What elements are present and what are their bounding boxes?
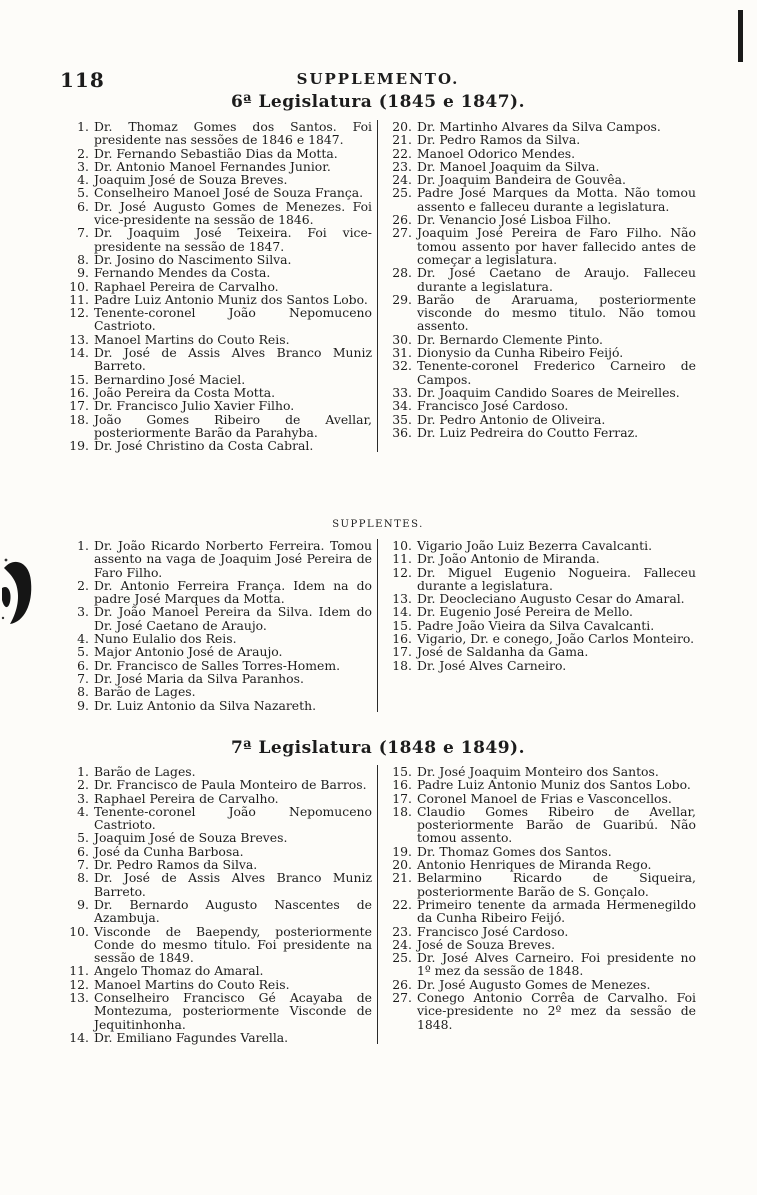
list-item [383, 871, 696, 898]
item-number: 16. [69, 384, 89, 400]
list-item [60, 439, 372, 452]
item-number: 4. [77, 631, 89, 647]
item-number: 2. [77, 577, 89, 593]
list-item [383, 186, 696, 213]
item-text: João Gomes Ribeiro de Avellar, posteriormente Barão da Parahyba. [94, 411, 372, 440]
item-number: 20. [392, 857, 412, 873]
list-item [60, 1031, 372, 1044]
list-item [383, 978, 696, 991]
item-text: João Pereira da Costa Motta. [94, 384, 276, 400]
item-number: 34. [392, 398, 412, 414]
supplentes-right-column [378, 539, 696, 712]
item-text: Angelo Thomaz do Amaral. [94, 963, 264, 979]
item-number: 25. [392, 950, 412, 966]
list-item [383, 659, 696, 672]
list-item [383, 645, 696, 658]
item-text: Joaquim José Pereira de Faro Filho. Não tomou assento por haver fallecido antes de começar a legislatura. [417, 225, 696, 267]
item-text: Barão de Lages. [94, 764, 196, 779]
item-text: Dr. Martinho Alvares da Silva Campos. [417, 119, 661, 134]
item-number: 27. [392, 990, 412, 1006]
item-text: Dr. Francisco Julio Xavier Filho. [94, 398, 295, 414]
list-item [60, 413, 372, 440]
item-text: Claudio Gomes Ribeiro de Avellar, posteriormente Barão de Guaribú. Não tomou assento. [417, 803, 696, 846]
list-item [60, 120, 372, 147]
item-number: 23. [392, 923, 412, 939]
item-number: 15. [392, 764, 412, 779]
item-text: Dr. José Maria da Silva Paranhos. [94, 670, 304, 686]
item-text: Dr. José Christino da Costa Cabral. [94, 438, 314, 454]
item-number: 15. [392, 617, 412, 633]
item-number: 6. [77, 657, 89, 673]
item-number: 4. [77, 803, 89, 819]
item-text: Raphael Pereira de Carvalho. [94, 790, 279, 806]
item-number: 13. [69, 990, 89, 1006]
item-number: 16. [392, 777, 412, 793]
item-number: 1. [77, 538, 89, 553]
item-number: 16. [392, 631, 412, 647]
list-item [60, 200, 372, 227]
item-number: 13. [69, 331, 89, 347]
item-number: 5. [77, 185, 89, 201]
list-item [383, 539, 696, 552]
item-text: Conselheiro Manoel José de Souza França. [94, 185, 364, 201]
item-number: 2. [77, 777, 89, 793]
scan-artifact-icon [0, 548, 34, 632]
item-text: Dr. Luiz Pedreira do Coutto Ferraz. [417, 424, 639, 440]
item-text: Primeiro tenente da armada Hermenegildo da Cunha Ribeiro Feijó. [417, 896, 696, 926]
item-text: Tenente-coronel Frederico Carneiro de Campos. [417, 358, 696, 387]
item-number: 3. [77, 604, 89, 620]
item-number: 7. [77, 670, 89, 686]
list-item [60, 306, 372, 333]
item-number: 22. [392, 145, 412, 161]
list-item [383, 765, 696, 778]
list-item [60, 831, 372, 844]
supplentes-left-column [60, 539, 378, 712]
section-7-right-column [378, 765, 696, 1044]
item-number: 24. [392, 172, 412, 188]
item-number: 10. [69, 278, 89, 294]
item-text: Joaquim José de Souza Breves. [94, 830, 288, 846]
list-item [383, 293, 696, 333]
list-item [60, 173, 372, 186]
list-item [383, 399, 696, 412]
item-text: Dr. Joaquim Bandeira de Gouvêa. [417, 172, 626, 188]
list-item [383, 133, 696, 146]
item-number: 32. [392, 358, 412, 374]
item-text: Barão de Araruama, posteriormente visconde do mesmo titulo. Não tomou assento. [417, 291, 696, 334]
item-text: Dr. Emiliano Fagundes Varella. [94, 1029, 289, 1045]
list-item [60, 293, 372, 306]
list-item [60, 858, 372, 871]
item-number: 33. [392, 384, 412, 400]
item-text: Joaquim José de Souza Breves. [94, 172, 288, 188]
list-item [60, 399, 372, 412]
section-6-supplentes [60, 539, 696, 712]
item-number: 26. [392, 976, 412, 992]
list-item [383, 160, 696, 173]
item-text: Dr. Venancio José Lisboa Filho. [417, 212, 612, 228]
list-item [383, 991, 696, 1031]
list-item [60, 632, 372, 645]
item-text: Dr. Bernardo Clemente Pinto. [417, 331, 603, 347]
list-item [383, 592, 696, 605]
item-number: 24. [392, 936, 412, 952]
item-text: Dr. João Antonio de Miranda. [417, 551, 600, 567]
item-number: 6. [77, 843, 89, 859]
list-item [383, 605, 696, 618]
item-text: José de Souza Breves. [417, 936, 556, 952]
item-number: 10. [69, 923, 89, 939]
item-text: Dr. Francisco de Salles Torres-Homem. [94, 657, 341, 673]
list-item [383, 858, 696, 871]
list-item [383, 226, 696, 266]
list-item [383, 898, 696, 925]
item-text: Dr. Antonio Manoel Fernandes Junior. [94, 158, 331, 174]
item-number: 4. [77, 172, 89, 188]
item-number: 14. [69, 345, 89, 361]
list-item [383, 173, 696, 186]
item-number: 22. [392, 896, 412, 912]
list-item [383, 845, 696, 858]
item-text: Antonio Henriques de Miranda Rego. [417, 857, 652, 873]
list-item [60, 280, 372, 293]
list-item [60, 845, 372, 858]
list-item [383, 938, 696, 951]
list-item [383, 346, 696, 359]
item-number: 23. [392, 158, 412, 174]
item-text: Dr. José Caetano de Araujo. Falleceu durante a legislatura. [417, 265, 696, 294]
list-item [60, 253, 372, 266]
item-text: Conego Antonio Corrêa de Carvalho. Foi vice-presidente no 2º mez da sessão de 1848. [417, 990, 696, 1032]
item-number: 19. [392, 843, 412, 859]
list-item [383, 359, 696, 386]
item-number: 26. [392, 212, 412, 228]
item-text: Dr. José Joaquim Monteiro dos Santos. [417, 764, 659, 779]
item-number: 10. [392, 538, 412, 553]
list-item [60, 147, 372, 160]
list-item [60, 792, 372, 805]
item-number: 18. [392, 657, 412, 673]
list-item [60, 685, 372, 698]
item-text: Dr. Bernardo Augusto Nascentes de Azambuja. [94, 896, 372, 926]
list-item [60, 605, 372, 632]
item-number: 19. [69, 438, 89, 454]
item-text: Dr. Joaquim José Teixeira. Foi vice-presidente na sessão de 1847. [94, 225, 372, 254]
item-text: Vigario João Luiz Bezerra Cavalcanti. [417, 538, 653, 553]
item-number: 11. [69, 291, 89, 307]
list-item [60, 978, 372, 991]
item-number: 9. [77, 697, 89, 713]
list-item [383, 120, 696, 133]
item-text: Belarmino Ricardo de Siqueira, posteriormente Barão de S. Gonçalo. [417, 870, 696, 899]
item-text: Padre José Marques da Motta. Não tomou assento e falleceu durante a legislatura. [417, 185, 696, 214]
list-item [60, 266, 372, 279]
item-text: Dr. Pedro Ramos da Silva. [94, 857, 258, 873]
list-item [60, 925, 372, 965]
item-number: 11. [392, 551, 412, 567]
item-number: 12. [69, 305, 89, 321]
list-item [383, 632, 696, 645]
list-item [60, 699, 372, 712]
item-text: Bernardino José Maciel. [94, 371, 246, 387]
list-item [60, 539, 372, 579]
list-item [383, 426, 696, 439]
list-item [383, 413, 696, 426]
item-text: Tenente-coronel João Nepomuceno Castrioto. [94, 305, 372, 334]
item-text: Dr. Antonio Ferreira França. Idem na do padre José Marques da Motta. [94, 577, 372, 607]
list-item [60, 186, 372, 199]
list-item [60, 160, 372, 173]
item-number: 14. [392, 604, 412, 620]
item-text: Major Antonio José de Araujo. [94, 644, 283, 660]
item-text: Dr. José de Assis Alves Branco Muniz Barreto. [94, 345, 372, 374]
item-number: 17. [392, 790, 412, 806]
list-item [383, 552, 696, 565]
item-text: Dr. Pedro Ramos da Silva. [417, 132, 581, 148]
list-item [383, 566, 696, 593]
item-number: 7. [77, 225, 89, 241]
item-number: 8. [77, 870, 89, 886]
item-text: Dr. José Alves Carneiro. [417, 657, 567, 673]
item-text: Padre Luiz Antonio Muniz dos Santos Lobo. [417, 777, 691, 793]
item-text: Dr. José Augusto Gomes de Menezes. Foi vice-presidente na sessão de 1846. [94, 198, 372, 228]
item-number: 1. [77, 764, 89, 779]
item-text: Manoel Martins do Couto Reis. [94, 331, 290, 347]
item-text: Fernando Mendes da Costa. [94, 265, 271, 281]
item-number: 6. [77, 198, 89, 214]
list-item [383, 778, 696, 791]
item-number: 35. [392, 411, 412, 427]
item-number: 15. [69, 371, 89, 387]
item-number: 8. [77, 251, 89, 267]
item-text: Dr. José de Assis Alves Branco Muniz Barreto. [94, 870, 372, 899]
item-text: Dr. Pedro Antonio de Oliveira. [417, 411, 606, 427]
item-text: Dr. Deocleciano Augusto Cesar do Amaral. [417, 591, 685, 607]
item-number: 5. [77, 830, 89, 846]
list-item [383, 266, 696, 293]
item-number: 20. [392, 119, 412, 134]
list-item [60, 333, 372, 346]
item-number: 30. [392, 331, 412, 347]
list-item [383, 386, 696, 399]
list-item [60, 672, 372, 685]
section-6-members [60, 120, 696, 452]
item-number: 29. [392, 291, 412, 307]
list-item [383, 925, 696, 938]
list-item [60, 386, 372, 399]
item-number: 21. [392, 870, 412, 886]
item-number: 12. [392, 564, 412, 580]
item-text: Visconde de Baependy, posteriormente Conde do mesmo titulo. Foi presidente na sessão de 1849. [94, 923, 372, 966]
list-item [383, 213, 696, 226]
item-number: 9. [77, 265, 89, 281]
list-item [60, 871, 372, 898]
list-item [60, 659, 372, 672]
list-item [60, 346, 372, 373]
list-item [383, 951, 696, 978]
item-number: 31. [392, 345, 412, 361]
item-number: 14. [69, 1029, 89, 1045]
item-text: Padre Luiz Antonio Muniz dos Santos Lobo. [94, 291, 368, 307]
section-7-title: 7ª Legislatura (1848 e 1849). [230, 738, 526, 758]
item-number: 5. [77, 644, 89, 660]
list-item [383, 619, 696, 632]
item-text: Dionysio da Cunha Ribeiro Feijó. [417, 345, 624, 361]
item-text: Francisco José Cardoso. [417, 923, 569, 939]
item-number: 18. [69, 411, 89, 427]
item-number: 7. [77, 857, 89, 873]
item-text: Raphael Pereira de Carvalho. [94, 278, 279, 294]
section-6-right-column [378, 120, 696, 452]
list-item [383, 333, 696, 346]
item-text: Dr. Joaquim Candido Soares de Meirelles. [417, 384, 680, 400]
item-text: José da Cunha Barbosa. [94, 843, 244, 859]
item-text: Dr. Francisco de Paula Monteiro de Barros. [94, 777, 367, 793]
item-text: José de Saldanha da Gama. [417, 644, 589, 660]
item-text: Manoel Martins do Couto Reis. [94, 976, 290, 992]
list-item [60, 991, 372, 1031]
item-text: Dr. José Augusto Gomes de Menezes. [417, 976, 651, 992]
list-item [60, 373, 372, 386]
list-item [60, 898, 372, 925]
supplentes-heading: SUPPLENTES. [332, 519, 424, 530]
item-text: Dr. João Ricardo Norberto Ferreira. Tomou assento na vaga de Joaquim José Pereira de Faro Filho. [94, 538, 372, 580]
item-text: Manoel Odorico Mendes. [417, 145, 576, 161]
item-text: Barão de Lages. [94, 684, 196, 700]
item-number: 17. [392, 644, 412, 660]
item-number: 21. [392, 132, 412, 148]
section-7-left-column [60, 765, 378, 1044]
section-7-members [60, 765, 696, 1044]
list-item [60, 778, 372, 791]
item-number: 28. [392, 265, 412, 281]
item-number: 9. [77, 896, 89, 912]
item-number: 18. [392, 803, 412, 819]
item-number: 12. [69, 976, 89, 992]
list-item [60, 964, 372, 977]
section-6-title: 6ª Legislatura (1845 e 1847). [230, 92, 526, 112]
item-number: 13. [392, 591, 412, 607]
item-text: Dr. Miguel Eugenio Nogueira. Falleceu durante a legislatura. [417, 564, 696, 593]
list-item [383, 792, 696, 805]
item-text: Dr. Manoel Joaquim da Silva. [417, 158, 600, 174]
item-text: Dr. Luiz Antonio da Silva Nazareth. [94, 697, 317, 713]
item-number: 36. [392, 424, 412, 440]
item-text: Francisco José Cardoso. [417, 398, 569, 414]
item-number: 27. [392, 225, 412, 241]
item-text: Dr. João Manoel Pereira da Silva. Idem do Dr. José Caetano de Araujo. [94, 604, 372, 633]
list-item [383, 147, 696, 160]
list-item [60, 645, 372, 658]
scan-edge-mark [738, 10, 743, 62]
item-number: 8. [77, 684, 89, 700]
item-number: 3. [77, 790, 89, 806]
item-text: Coronel Manoel de Frias e Vasconcellos. [417, 790, 672, 806]
item-text: Tenente-coronel João Nepomuceno Castrioto. [94, 803, 372, 833]
item-text: Dr. Thomaz Gomes dos Santos. Foi presidente nas sessões de 1846 e 1847. [94, 119, 372, 148]
item-number: 3. [77, 158, 89, 174]
list-item [383, 805, 696, 845]
item-text: Vigario, Dr. e conego, João Carlos Monteiro. [417, 631, 695, 647]
list-item [60, 805, 372, 832]
item-text: Padre João Vieira da Silva Cavalcanti. [417, 617, 655, 633]
item-text: Dr. Eugenio José Pereira de Mello. [417, 604, 633, 620]
item-number: 17. [69, 398, 89, 414]
item-text: Dr. Thomaz Gomes dos Santos. [417, 843, 612, 859]
list-item [60, 579, 372, 606]
item-text: Dr. José Alves Carneiro. Foi presidente no 1º mez da sessão de 1848. [417, 950, 696, 979]
page-number: 118 [60, 68, 105, 92]
section-6-left-column [60, 120, 378, 452]
item-number: 1. [77, 119, 89, 134]
list-item [60, 765, 372, 778]
item-text: Nuno Eulalio dos Reis. [94, 631, 237, 647]
item-text: Conselheiro Francisco Gé Acayaba de Montezuma, posteriormente Visconde de Jequitinhonha. [94, 990, 372, 1032]
item-number: 2. [77, 145, 89, 161]
item-number: 11. [69, 963, 89, 979]
item-text: Dr. Fernando Sebastião Dias da Motta. [94, 145, 338, 161]
item-text: Dr. Josino do Nascimento Silva. [94, 251, 292, 267]
list-item [60, 226, 372, 253]
running-head: SUPPLEMENTO. [296, 70, 460, 88]
item-number: 25. [392, 185, 412, 201]
